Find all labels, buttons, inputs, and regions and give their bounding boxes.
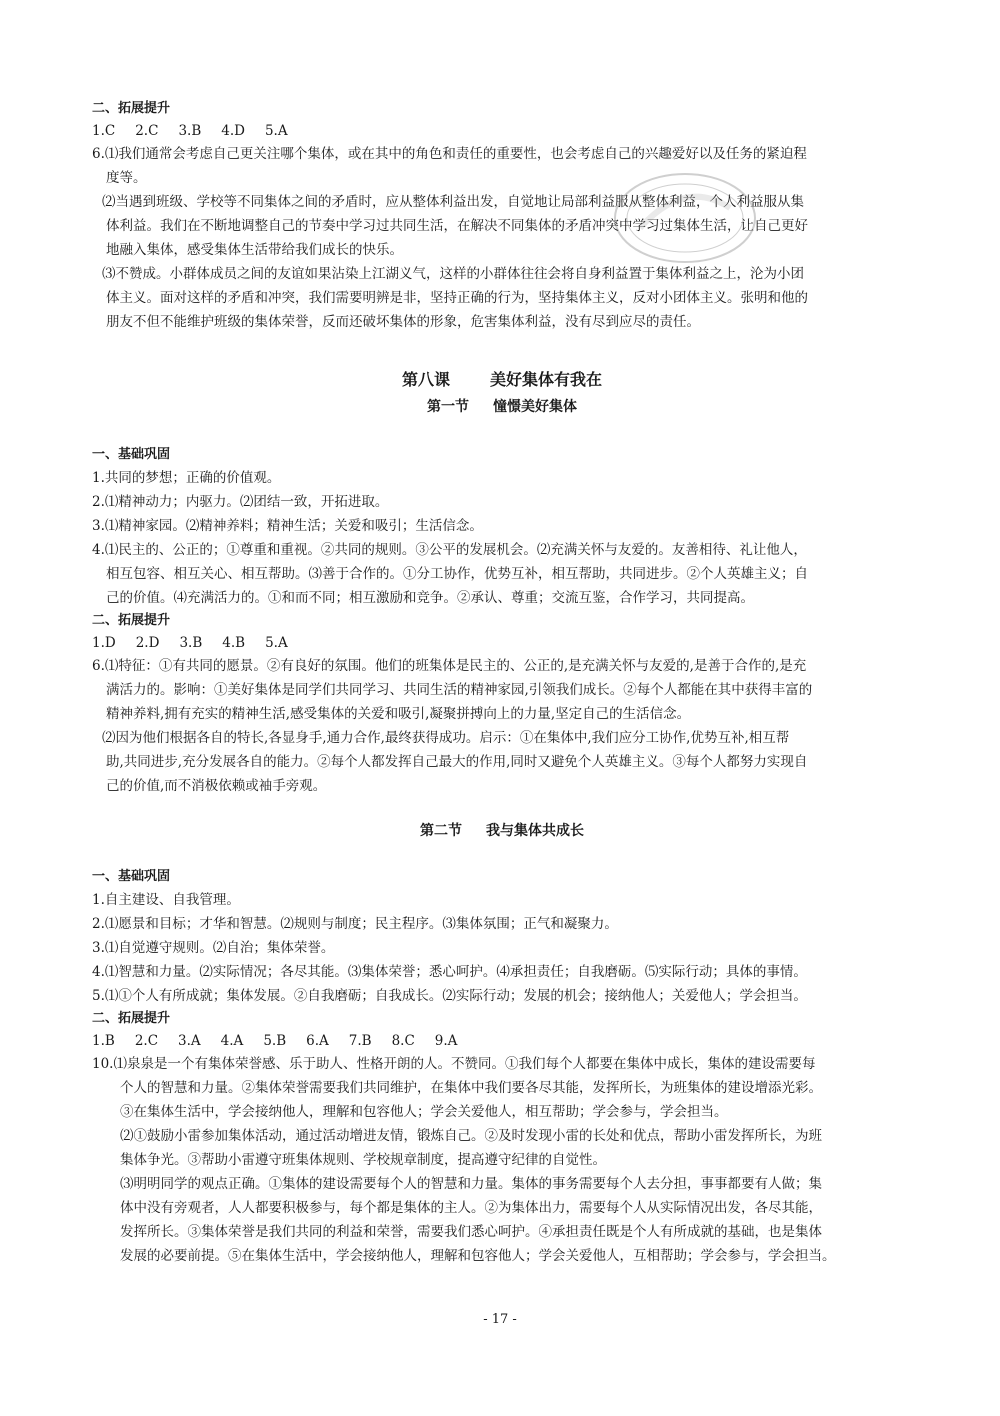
text-line: 地融入集体，感受集体生活带给我们成长的快乐。	[106, 242, 403, 258]
text-line: 朋友不但不能维护班级的集体荣誉，反而还破坏集体的形象，危害集体利益，没有尽到应尽的责任。	[106, 314, 700, 330]
text-line: 精神养料,拥有充实的精神生活,感受集体的关爱和吸引,凝聚拼搏向上的力量,坚定自己的生活信念。	[106, 706, 691, 722]
answer: 3.B	[179, 635, 203, 651]
text-line: ⑵①鼓励小雷参加集体活动，通过活动增进友情，锻炼自己。②及时发现小雷的长处和优点，帮助小雷发挥所长，为班	[120, 1128, 822, 1144]
text-line: ⑶不赞成。小群体成员之间的友谊如果沾染上江湖义气，这样的小群体往往会将自身利益置于集体利益之上，沦为小团	[102, 266, 804, 282]
answer: 1.D	[92, 635, 116, 651]
section-name: 憧憬美好集体	[493, 399, 577, 415]
answer: 1.C	[92, 123, 116, 139]
lesson-name: 美好集体有我在	[490, 370, 603, 389]
section-heading-basic: 一、基础巩固	[92, 447, 171, 462]
answer: 1.B	[92, 1033, 115, 1049]
section-title	[92, 394, 912, 420]
answer: 2.C	[135, 123, 159, 139]
section-heading-basic: 一、基础巩固	[92, 869, 171, 884]
section-heading-extension: 二、拓展提升	[92, 101, 171, 116]
answer: 5.B	[263, 1033, 287, 1049]
page-number: - 17 -	[483, 1312, 517, 1327]
answer: 3.B	[178, 123, 202, 139]
text-line: 2.⑴愿景和目标；才华和智慧。⑵规则与制度；民主程序。⑶集体氛围；正气和凝聚力。	[92, 916, 618, 932]
watermark-stamp	[610, 168, 760, 268]
text-line: 己的价值。⑷充满活力的。①和而不同；相互激励和竞争。②承认、尊重；交流互鉴，合作学习，共同提高。	[106, 590, 754, 606]
lesson-title	[92, 366, 912, 394]
text-line: 10.⑴泉泉是一个有集体荣誉感、乐于助人、性格开朗的人。不赞同。①我们每个人都要在集体中成长，集体的建设需要每	[92, 1056, 816, 1072]
answer: 8.C	[391, 1033, 415, 1049]
lesson-number: 第八课	[401, 370, 450, 389]
text-line: ③在集体生活中，学会接纳他人，理解和包容他人；学会关爱他人，相互帮助；学会参与，学会担当。	[120, 1104, 728, 1120]
answer: 4.B	[222, 635, 246, 651]
page-content	[92, 98, 912, 1268]
text-line: 1.自主建设、自我管理。	[92, 892, 240, 908]
text-line: 4.⑴智慧和力量。⑵实际情况；各尽其能。⑶集体荣誉；悉心呵护。⑷承担责任；自我磨砺。⑸实际行动；具体的事情。	[92, 964, 807, 980]
text-line: 集体争光。③帮助小雷遵守班集体规则、学校规章制度，提高遵守纪律的自觉性。	[120, 1152, 606, 1168]
answer: 6.A	[306, 1033, 329, 1049]
text-line: 助,共同进步,充分发展各自的能力。②每个人都发挥自己最大的作用,同时又避免个人英雄主义。③每个人都努力实现自	[106, 754, 808, 770]
text-line: ⑶明明同学的观点正确。①集体的建设需要每个人的智慧和力量。集体的事务需要每个人去分担，事事都要有人做；集	[120, 1176, 822, 1192]
text-line: 满活力的。影响：①美好集体是同学们共同学习、共同生活的精神家园,引领我们成长。②每个人都能在其中获得丰富的	[106, 682, 813, 698]
answer: 9.A	[434, 1033, 458, 1049]
answer: 2.D	[135, 635, 160, 651]
answer: 3.A	[178, 1033, 201, 1049]
text-line: 1.共同的梦想；正确的价值观。	[92, 470, 281, 486]
section-title	[92, 818, 912, 844]
text-line: 4.⑴民主的、公正的；①尊重和重视。②共同的规则。③公平的发展机会。⑵充满关怀与友爱的。友善相待、礼让他人，	[92, 542, 807, 558]
text-line: 相互包容、相互关心、相互帮助。⑶善于合作的。①分工协作，优势互补，相互帮助，共同进步。②个人英雄主义；自	[106, 566, 808, 582]
answer: 4.D	[221, 123, 245, 139]
text-line: 3.⑴精神家园。⑵精神养料；精神生活；关爱和吸引；生活信念。	[92, 518, 483, 534]
answer: 5.A	[265, 635, 288, 651]
section-number: 第二节	[420, 823, 462, 839]
text-line: 5.⑴①个人有所成就；集体发展。②自我磨砺；自我成长。⑵实际行动；发展的机会；接纳他人；关爱他人；学会担当。	[92, 988, 807, 1004]
text-line: 个人的智慧和力量。②集体荣誉需要我们共同维护，在集体中我们要各尽其能，发挥所长，为班集体的建设增添光彩。	[120, 1080, 822, 1096]
answer-row	[92, 1030, 912, 1052]
section-number: 第一节	[427, 399, 469, 415]
answer-row	[92, 632, 912, 654]
text-line: 体主义。面对这样的矛盾和冲突，我们需要明辨是非，坚持正确的行为，坚持集体主义，反对小团体主义。张明和他的	[106, 290, 808, 306]
text-line: 己的价值,而不消极依赖或袖手旁观。	[106, 778, 327, 794]
text-line: 发展的必要前提。⑤在集体生活中，学会接纳他人，理解和包容他人；学会关爱他人，互相帮助；学会参与，学会担当。	[120, 1248, 836, 1264]
answer: 4.A	[220, 1033, 244, 1049]
answer-row	[92, 120, 912, 142]
text-line: ⑵因为他们根据各自的特长,各显身手,通力合作,最终获得成功。启示：①在集体中,我们应分工协作,优势互补,相互帮	[102, 730, 790, 746]
section-name: 我与集体共成长	[486, 823, 584, 839]
text-line: 发挥所长。③集体荣誉是我们共同的利益和荣誉，需要我们悉心呵护。④承担责任既是个人有所成就的基础，也是集体	[120, 1224, 822, 1240]
text-line: 3.⑴自觉遵守规则。⑵自治；集体荣誉。	[92, 940, 335, 956]
text-line: 度等。	[106, 170, 147, 186]
section-heading-extension: 二、拓展提升	[92, 1011, 171, 1026]
section-heading-extension: 二、拓展提升	[92, 613, 171, 628]
text-line: 体利益。我们在不断地调整自己的节奏中学习过共同生活，在解决不同集体的矛盾冲突中学习过集体生活，让自己更好	[106, 218, 808, 234]
answer: 7.B	[348, 1033, 372, 1049]
text-line: 2.⑴精神动力；内驱力。⑵团结一致，开拓进取。	[92, 494, 389, 510]
answer: 2.C	[134, 1033, 159, 1049]
text-line: 体中没有旁观者，人人都要积极参与，每个都是集体的主人。②为集体出力，需要每个人从实际情况出发，各尽其能，	[120, 1200, 822, 1216]
text-line: 6.⑴我们通常会考虑自己更关注哪个集体，或在其中的角色和责任的重要性，也会考虑自己的兴趣爱好以及任务的紧迫程	[92, 146, 807, 162]
text-line: ⑵当遇到班级、学校等不同集体之间的矛盾时，应从整体利益出发，自觉地让局部利益服从整体利益，个人利益服从集	[102, 194, 804, 210]
text-line: 6.⑴特征：①有共同的愿景。②有良好的氛围。他们的班集体是民主的、公正的,是充满关怀与友爱的,是善于合作的,是充	[92, 658, 807, 674]
answer: 5.A	[264, 123, 288, 139]
